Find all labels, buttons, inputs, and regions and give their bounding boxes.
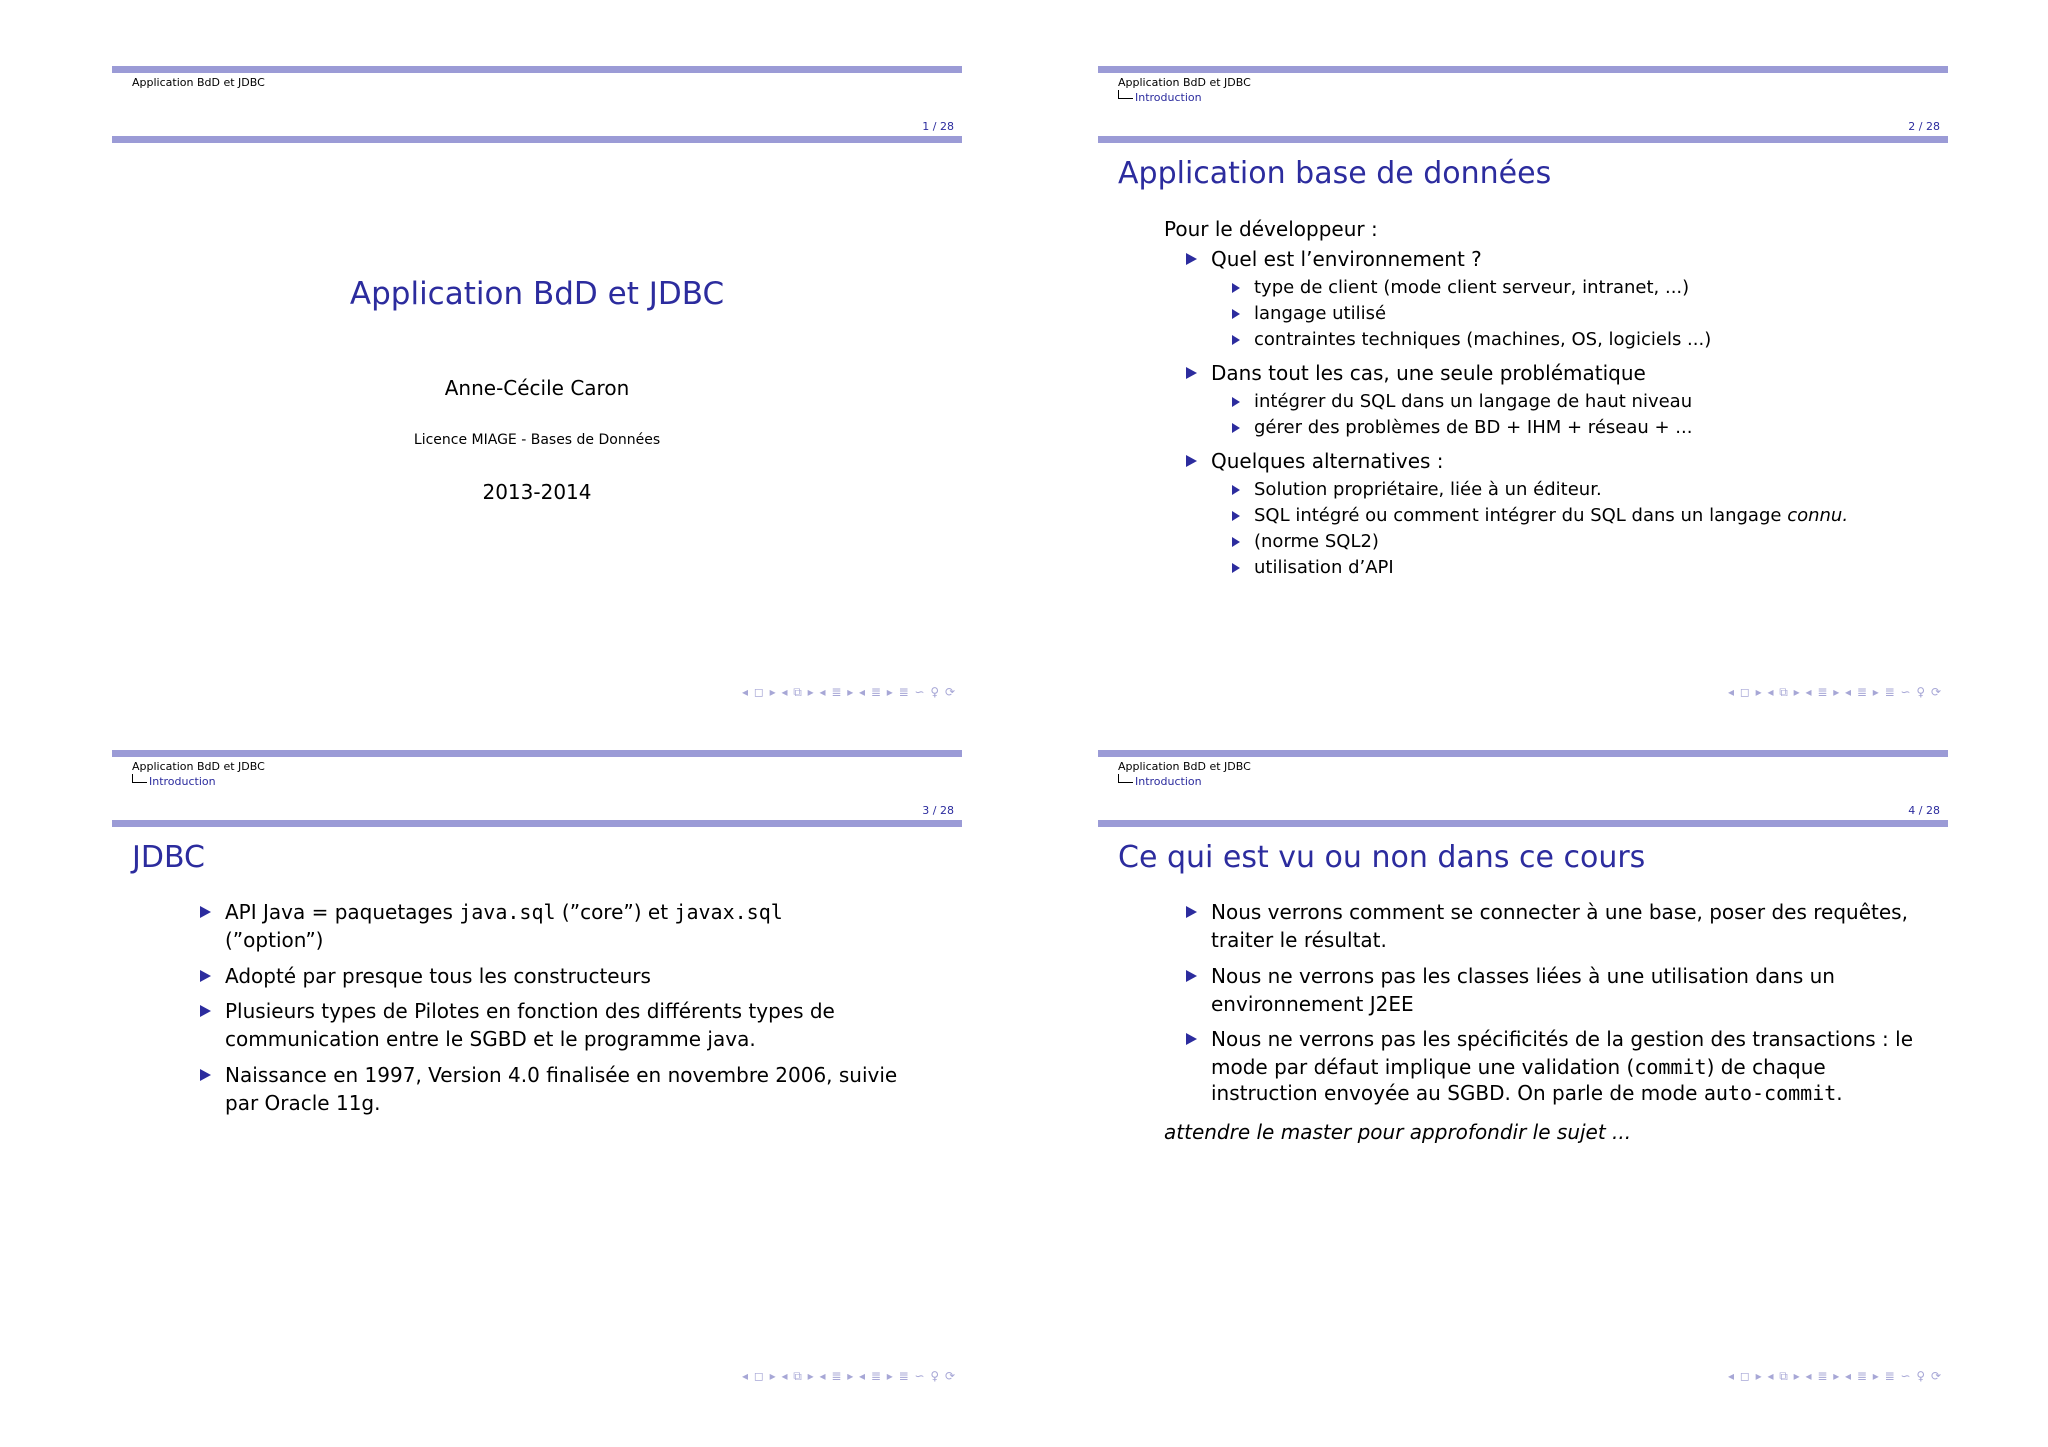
bullet-continuation: par Oracle 11g. [225, 1091, 381, 1115]
slide-1 [112, 60, 962, 700]
header-bar-bottom [1098, 136, 1948, 143]
intro-text: Pour le développeur : [1164, 217, 1378, 241]
slide-3 [112, 744, 962, 1384]
header-bar-top [112, 750, 962, 757]
header-bar-top [112, 66, 962, 73]
bullet-continuation: traiter le résultat. [1211, 928, 1387, 952]
header-section [1118, 774, 1202, 788]
code-text: java.sql [459, 900, 556, 924]
sub-bullet-item: gérer des problèmes de BD + IHM + réseau + ... [1232, 415, 1692, 441]
author: Anne-Cécile Caron [444, 376, 630, 400]
bullet-text: (”core”) et [555, 900, 675, 924]
navigation-symbols[interactable]: ◂ ◻ ▸ ◂ ⧉ ▸ ◂ ≣ ▸ ◂ ≣ ▸ ≣ ∽ ♀ ⟳ [742, 685, 956, 699]
bullet-text: ) de chaque [1706, 1055, 1826, 1079]
sub-bullet-continuation [1232, 529, 1379, 555]
header-doc-title: Application BdD et JDBC [1118, 76, 1251, 89]
italic-note: attendre le master pour approfondir le sujet ... [1164, 1120, 1632, 1144]
page-number: 4 / 28 [1908, 804, 1940, 817]
header-doc-title: Application BdD et JDBC [132, 76, 265, 89]
page-number: 1 / 28 [922, 120, 954, 133]
institute: Licence MIAGE - Bases de Données [413, 432, 661, 448]
header-bar-bottom [112, 820, 962, 827]
bullet-continuation [1211, 1080, 1843, 1106]
bullet-item: Adopté par presque tous les constructeurs [200, 962, 651, 990]
date: 2013-2014 [482, 480, 592, 504]
bullet-continuation: (”option”) [225, 928, 324, 952]
sub-bullet-item: utilisation d’API [1232, 555, 1394, 581]
header-bar-top [1098, 750, 1948, 757]
bullet-text: . [1836, 1081, 1843, 1105]
bullet-continuation [1211, 1054, 1826, 1080]
code-text: auto-commit [1703, 1081, 1837, 1105]
navigation-symbols[interactable]: ◂ ◻ ▸ ◂ ⧉ ▸ ◂ ≣ ▸ ◂ ≣ ▸ ≣ ∽ ♀ ⟳ [742, 1369, 956, 1383]
sub-bullet-item: Solution propriétaire, liée à un éditeur. [1232, 477, 1602, 503]
bullet-continuation: communication entre le SGBD et le programme java. [225, 1027, 756, 1051]
navigation-symbols[interactable]: ◂ ◻ ▸ ◂ ⧉ ▸ ◂ ≣ ▸ ◂ ≣ ▸ ≣ ∽ ♀ ⟳ [1728, 1369, 1942, 1383]
code-text: commit [1634, 1055, 1707, 1079]
bullet-text: API Java = paquetages [225, 900, 460, 924]
header-bar-top [1098, 66, 1948, 73]
sub-bullet-item: type de client (mode client serveur, intranet, ...) [1232, 275, 1689, 301]
bullet-item: Plusieurs types de Pilotes en fonction des différents types de [200, 997, 835, 1025]
sub-bullet-item: contraintes techniques (machines, OS, logiciels ...) [1232, 327, 1711, 353]
bullet-item [200, 898, 783, 926]
header-section [1118, 90, 1202, 104]
presentation-title: Application BdD et JDBC [349, 276, 725, 312]
section-label: Introduction [1135, 91, 1202, 104]
sub-bullet-item [1232, 503, 1848, 529]
section-label: Introduction [149, 775, 216, 788]
tree-branch-icon [132, 774, 147, 783]
italic-word: connu. [1787, 505, 1849, 526]
bullet-item: Dans tout les cas, une seule problématique [1186, 359, 1646, 387]
sub-bullet-text: (norme SQL2) [1254, 531, 1379, 552]
code-text: javax.sql [674, 900, 783, 924]
sub-bullet-item: langage utilisé [1232, 301, 1386, 327]
section-label: Introduction [1135, 775, 1202, 788]
bullet-continuation: environnement J2EE [1211, 992, 1414, 1016]
page-number: 3 / 28 [922, 804, 954, 817]
sub-bullet-item: intégrer du SQL dans un langage de haut niveau [1232, 389, 1692, 415]
bullet-item: Nous ne verrons pas les spécificités de la gestion des transactions : le [1186, 1025, 1913, 1053]
bullet-text: instruction envoyée au SGBD. On parle de mode [1211, 1081, 1704, 1105]
page-number: 2 / 28 [1908, 120, 1940, 133]
header-doc-title: Application BdD et JDBC [132, 760, 265, 773]
bullet-item: Quel est l’environnement ? [1186, 245, 1482, 273]
tree-branch-icon [1118, 774, 1133, 783]
bullet-item: Naissance en 1997, Version 4.0 finalisée en novembre 2006, suivie [200, 1061, 897, 1089]
header-section [132, 774, 216, 788]
sub-bullet-text: SQL intégré ou comment intégrer du SQL dans un langage [1254, 505, 1782, 526]
bullet-item: Quelques alternatives : [1186, 447, 1444, 475]
bullet-text: mode par défaut implique une validation ( [1211, 1055, 1635, 1079]
bullet-item: Nous ne verrons pas les classes liées à une utilisation dans un [1186, 962, 1835, 990]
slide-4 [1098, 744, 1948, 1384]
header-bar-bottom [1098, 820, 1948, 827]
frame-title: Ce qui est vu ou non dans ce cours [1118, 840, 1646, 875]
header-doc-title: Application BdD et JDBC [1118, 760, 1251, 773]
slide-2 [1098, 60, 1948, 700]
navigation-symbols[interactable]: ◂ ◻ ▸ ◂ ⧉ ▸ ◂ ≣ ▸ ◂ ≣ ▸ ≣ ∽ ♀ ⟳ [1728, 685, 1942, 699]
tree-branch-icon [1118, 90, 1133, 99]
frame-title: Application base de données [1118, 156, 1552, 191]
bullet-item: Nous verrons comment se connecter à une base, poser des requêtes, [1186, 898, 1908, 926]
header-bar-bottom [112, 136, 962, 143]
frame-title: JDBC [132, 840, 205, 875]
